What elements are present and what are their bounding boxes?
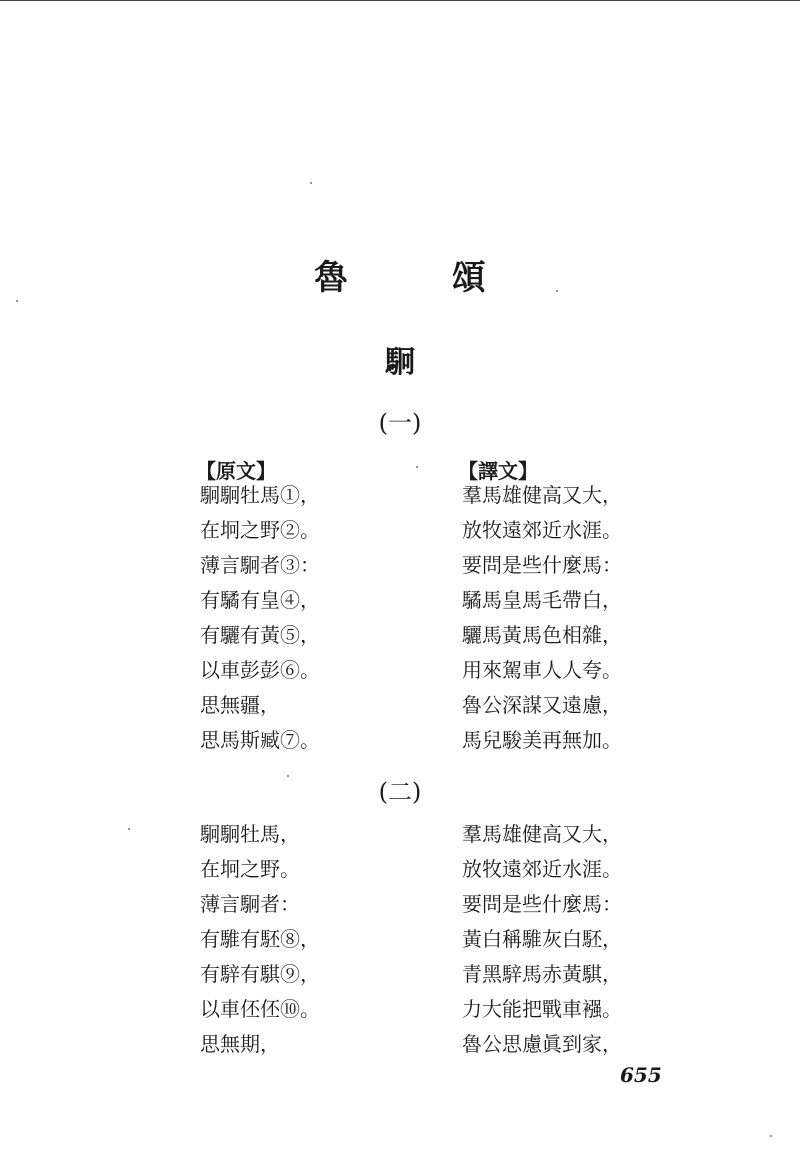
original-text-heading: 【原文】 — [196, 459, 276, 483]
translation-line: 驈馬皇馬毛帶白， — [462, 588, 622, 612]
original-line: 在坰之野②。 — [200, 518, 320, 542]
translation-line: 羣馬雄健高又大， — [462, 483, 622, 507]
translation-line: 要問是些什麼馬： — [462, 553, 622, 577]
original-line: 薄言駉者： — [200, 892, 300, 916]
original-line: 有騂有騏⑨， — [200, 962, 320, 986]
poem-title: 駉 — [385, 345, 415, 380]
original-line: 有騅有駓⑧， — [200, 927, 320, 951]
translation-line: 用來駕車人人夸。 — [462, 658, 622, 682]
original-line: 有驪有黃⑤， — [200, 623, 320, 647]
original-line: 駉駉牡馬①， — [200, 483, 320, 507]
top-border — [0, 0, 800, 1]
translation-line: 青黑騂馬赤黃騏， — [462, 962, 622, 986]
scan-speck — [770, 1135, 772, 1137]
translation-line: 力大能把戰車襁。 — [462, 997, 622, 1021]
scan-speck — [310, 182, 312, 184]
original-line: 以車伾伾⑩。 — [200, 997, 320, 1021]
translation-line: 魯公思慮眞到家， — [462, 1032, 622, 1056]
page-number: 655 — [620, 1063, 662, 1087]
section1-original-column — [200, 478, 320, 758]
original-line: 以車彭彭⑥。 — [200, 658, 320, 682]
scan-speck — [416, 466, 418, 468]
original-line: 思無疆， — [200, 693, 280, 717]
section1-translation-column — [462, 478, 622, 758]
translation-line: 放牧遠郊近水涯。 — [462, 857, 622, 881]
translation-line: 要問是些什麼馬： — [462, 892, 622, 916]
original-line: 在坰之野。 — [200, 857, 300, 881]
translation-line: 黃白稱騅灰白駓， — [462, 927, 622, 951]
original-line: 思馬斯臧⑦。 — [200, 728, 320, 752]
translation-heading: 【譯文】 — [458, 459, 538, 483]
translation-line: 羣馬雄健高又大， — [462, 822, 622, 846]
section2-translation-column — [462, 817, 622, 1062]
page-title: 魯 頌 — [314, 258, 532, 298]
translation-line: 魯公深謀又遠慮， — [462, 693, 622, 717]
section-number-1: (一) — [378, 409, 422, 437]
scan-speck — [556, 290, 558, 292]
original-line: 駉駉牡馬， — [200, 822, 300, 846]
section2-original-column — [200, 817, 320, 1062]
translation-line: 驪馬黃馬色相雜， — [462, 623, 622, 647]
scan-speck — [287, 775, 289, 777]
translation-line: 放牧遠郊近水涯。 — [462, 518, 622, 542]
original-line: 思無期， — [200, 1032, 280, 1056]
scan-speck — [16, 300, 18, 302]
translation-line: 馬兒駿美再無加。 — [462, 728, 622, 752]
scan-speck — [128, 828, 130, 830]
original-line: 有驈有皇④， — [200, 588, 320, 612]
original-line: 薄言駉者③： — [200, 553, 320, 577]
section-number-2: (二) — [378, 778, 422, 806]
